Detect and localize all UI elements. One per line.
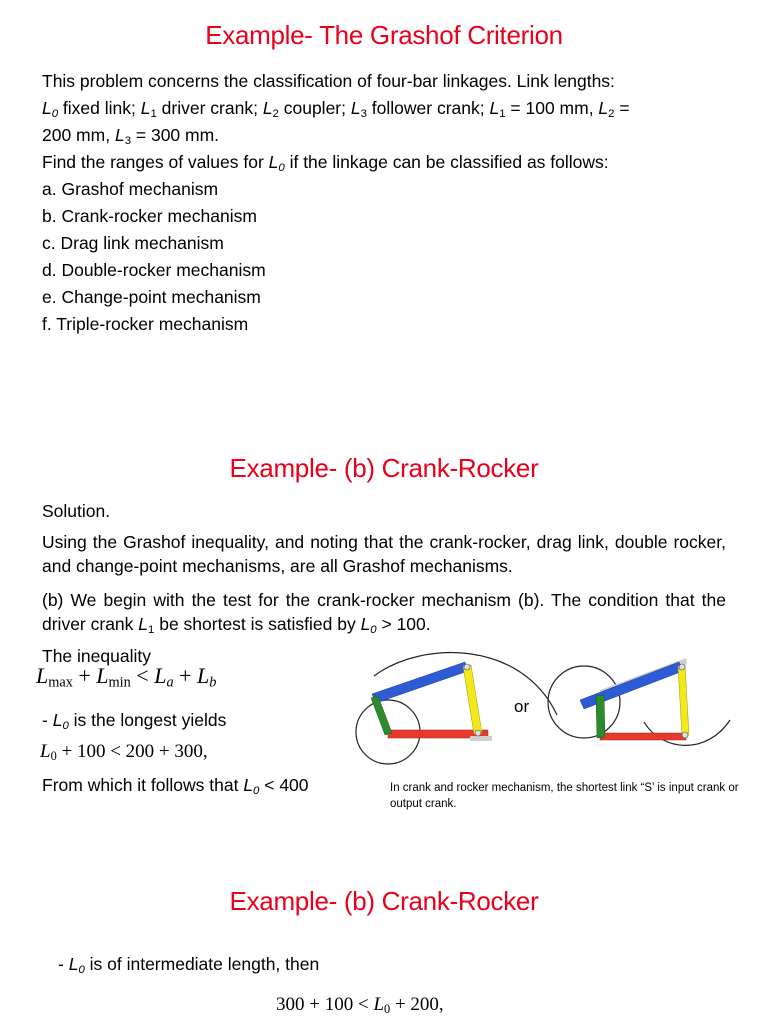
find-line: Find the ranges of values for $L_0$ if the linkage can be classified as follows: — [42, 152, 609, 174]
slide2-para2: (b) We begin with the test for the crank-rocker mechanism (b). The condition that the driver crank $L_1$ be shortest is satisfied by $L_0 > 100$. — [42, 590, 726, 636]
slide2-para1: Using the Grashof inequality, and noting that the crank-rocker, drag link, double rocker, and change-point mechanisms, are all Grashof mechanisms. — [42, 532, 726, 576]
joint — [682, 732, 688, 738]
ground-support — [470, 736, 492, 741]
slide1-body — [42, 68, 728, 338]
longest-line: - $L_0$ is the longest yields — [42, 710, 227, 732]
or-label: or — [514, 697, 530, 716]
inequality-label: The inequality — [42, 646, 151, 666]
coupler-link-blue — [580, 662, 683, 709]
right-linkage — [548, 658, 730, 745]
follows-line: From which it follows that $L_0 < 400$ — [42, 775, 309, 797]
diagram-caption: In crank and rocker mechanism, the shortest link “S’ is input crank or output crank. — [390, 782, 739, 810]
driver-crank-green — [596, 695, 605, 738]
list-item: d. Double-rocker mechanism — [42, 260, 266, 280]
slide2-solution: Solution. — [42, 501, 111, 521]
list-item: a. Grashof mechanism — [42, 179, 219, 199]
slide3-line: - $L_0$ is of intermediate length, then — [58, 954, 320, 976]
intro-line-1: This problem concerns the classification of four-bar linkages. Link lengths: — [42, 71, 615, 91]
intro-line-3: 200 mm, $L_3 = 300$ mm. — [42, 125, 220, 147]
equation-1: $L_0 + 100 < 200 + 300$, — [40, 741, 208, 764]
joint — [475, 730, 481, 736]
follower-link-yellow — [678, 665, 689, 736]
grashof-inequality: $L_{max} + L_{min} < L_a + L_b$ — [36, 663, 217, 691]
crank-rocker-diagram — [352, 640, 750, 780]
list-item: e. Change-point mechanism — [42, 287, 261, 307]
equation-2: $300 + 100 < L_0 + 200$, — [276, 994, 444, 1017]
slide2-title: Example- (b) Crank-Rocker — [229, 453, 539, 483]
driver-crank-green — [371, 696, 392, 735]
slide1-title: Example- The Grashof Criterion — [205, 20, 563, 50]
slide3-title: Example- (b) Crank-Rocker — [229, 886, 539, 916]
fixed-link-red — [600, 733, 686, 740]
follower-link-yellow — [463, 665, 482, 734]
joint — [464, 664, 470, 670]
joint — [679, 664, 685, 670]
list-item: f. Triple-rocker mechanism — [42, 314, 249, 334]
list-item: b. Crank-rocker mechanism — [42, 206, 257, 226]
intro-line-2: $L_0$ fixed link; $L_1$ driver crank; $L_2$ coupler; $L_3$ follower crank; $L_1 = 100$ mm, $L_2$ = — [42, 98, 630, 120]
list-item: c. Drag link mechanism — [42, 233, 224, 253]
